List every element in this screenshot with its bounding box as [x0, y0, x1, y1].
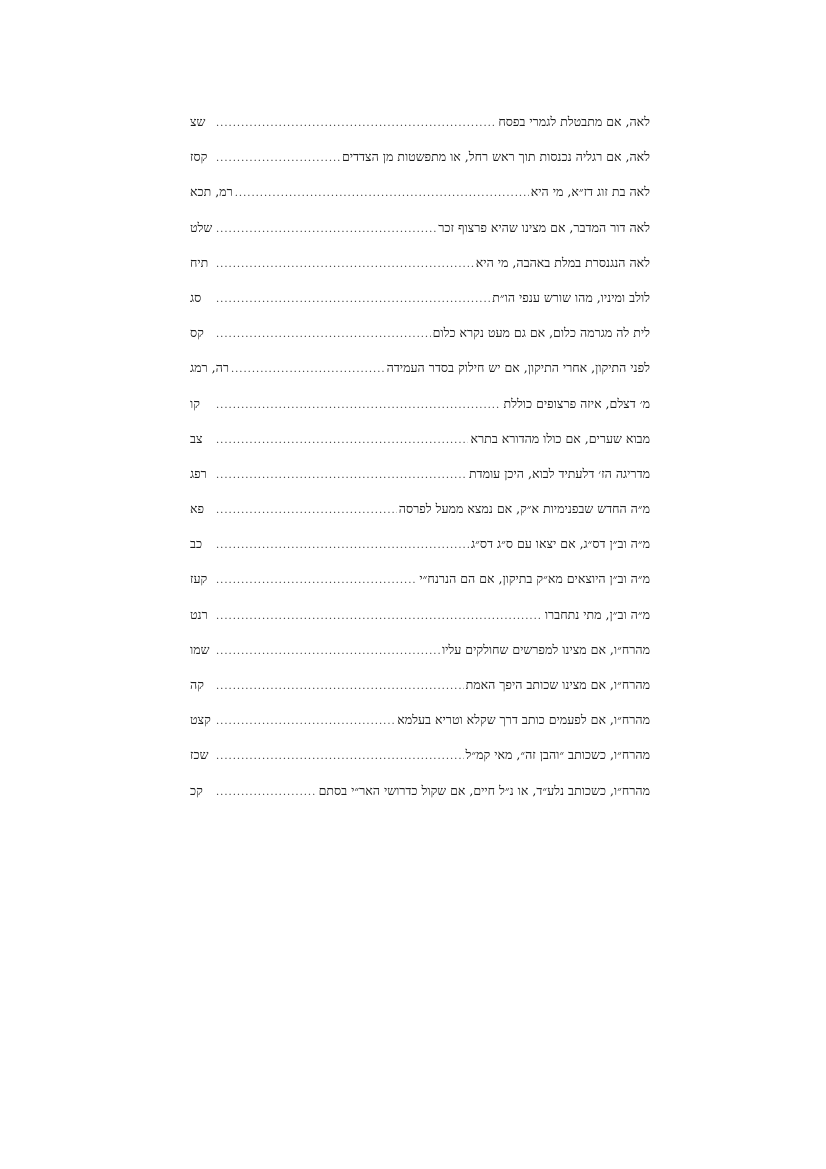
- entry-topic: מ׳ דצלם, איזה פרצופים כוללת: [503, 395, 650, 411]
- dot-leader: [216, 505, 397, 516]
- entry-topic: לאה, אם מתבטלת לגמרי בפסח: [498, 114, 650, 129]
- entry-topic: מבוא שערים, אם כולו מהדורא בתרא: [470, 430, 650, 446]
- index-entry: [190, 360, 650, 395]
- index-entry: [190, 255, 650, 290]
- entry-topic: מהרח״ו, אם מצינו למפרשים שחולקים עליו: [441, 641, 650, 657]
- dot-leader: [216, 153, 340, 164]
- index-entry: [190, 290, 650, 325]
- entry-page-ref: שצ: [190, 114, 206, 129]
- index-entry: [190, 149, 650, 184]
- index-entry: [190, 712, 650, 747]
- entry-page-ref: קצט: [190, 712, 211, 728]
- entry-page-ref: קו: [190, 395, 200, 411]
- dot-leader: [216, 329, 431, 340]
- entry-page-ref: קכ: [190, 782, 203, 798]
- dot-leader: [235, 188, 529, 199]
- dot-leader: [216, 575, 417, 586]
- entry-topic: לית לה מגרמה כלום, אם גם מעט נקרא כלום: [432, 325, 650, 341]
- index-entry: [190, 642, 650, 677]
- entry-page-ref: רה, רמג: [190, 360, 229, 376]
- dot-leader: [216, 294, 490, 305]
- dot-leader: [231, 364, 385, 375]
- entry-page-ref: קסז: [190, 149, 208, 165]
- entry-topic: מדריגה הז׳ דלעתיד לבוא, היכן עומדת: [468, 465, 650, 481]
- index-entry: [190, 677, 650, 712]
- dot-leader: [216, 224, 436, 235]
- dot-leader: [216, 611, 543, 622]
- entry-topic: מ״ה וב״ן היוצאים מא״ק בתיקון, אם הם הנרנח״י: [419, 571, 650, 587]
- index-entry: [190, 431, 650, 466]
- entry-topic: לפני התיקון, אחרי התיקון, אם יש חילוק בסדר העמידה: [386, 360, 650, 376]
- index-entry: [190, 783, 650, 818]
- index-entry: [190, 466, 650, 501]
- entry-topic: מ״ה וב״ן דס״ג, אם יצאו עם ס״ג דס״ג: [471, 536, 650, 552]
- entry-page-ref: קה: [190, 677, 204, 692]
- dot-leader: [216, 259, 474, 270]
- dot-leader: [216, 787, 317, 798]
- entry-page-ref: קס: [190, 325, 204, 341]
- index-entry: [190, 114, 650, 149]
- entry-topic: מהרח״ו, כשכותב ״והבן זה״, מאי קמ״ל: [465, 747, 650, 763]
- index-list: [190, 114, 650, 818]
- dot-leader: [216, 751, 464, 762]
- entry-page-ref: רמ, תכא: [190, 184, 233, 200]
- entry-page-ref: שכז: [190, 747, 209, 763]
- entry-topic: מ״ה וב״ן, מתי נתחברו: [544, 606, 650, 622]
- index-entry: [190, 607, 650, 642]
- entry-topic: מ״ה החדש שבפנימיות א״ק, אם נמצא ממעל לפרסה: [398, 501, 650, 517]
- dot-leader: [216, 540, 469, 551]
- entry-page-ref: צב: [190, 430, 203, 446]
- entry-topic: לאה הנגנסרת במלת באהבה, מי היא: [475, 254, 650, 270]
- entry-page-ref: פא: [190, 501, 205, 517]
- entry-page-ref: סג: [190, 289, 202, 305]
- entry-page-ref: שמו: [190, 641, 210, 657]
- index-entry: [190, 747, 650, 782]
- entry-topic: לאה דור המדבר, אם מצינו שהיא פרצוף זכר: [438, 219, 650, 235]
- index-entry: [190, 501, 650, 536]
- entry-topic: לאה, אם רגליה נכנסות תוך ראש רחל, או מתפשטות מן הצדדים: [341, 149, 650, 165]
- entry-page-ref: קעז: [190, 571, 208, 587]
- entry-topic: מהרח״ו, אם מצינו שכותב היפך האמת: [465, 677, 650, 692]
- dot-leader: [216, 435, 468, 446]
- entry-topic: מהרח״ו, אם לפעמים כותב דרך שקלא וטריא בעלמא: [397, 712, 650, 728]
- index-entry: [190, 536, 650, 571]
- dot-leader: [216, 716, 395, 727]
- index-entry: [190, 396, 650, 431]
- dot-leader: [216, 646, 440, 657]
- index-entry: [190, 220, 650, 255]
- dot-leader: [216, 470, 467, 481]
- entry-page-ref: רפג: [190, 465, 207, 481]
- entry-topic: לולב ומיניו, מהו שורש ענפי הו״ת: [492, 289, 650, 305]
- entry-topic: מהרח״ו, כשכותב נלע״ד, או נ״ל חיים, אם שקול כדרושי האר״י בסתם: [318, 782, 650, 798]
- entry-page-ref: תיח: [190, 254, 209, 270]
- entry-page-ref: רנט: [190, 606, 208, 622]
- index-entry: [190, 571, 650, 606]
- dot-leader: [216, 118, 496, 129]
- index-entry: [190, 325, 650, 360]
- dot-leader: [216, 681, 464, 692]
- index-entry: [190, 184, 650, 219]
- dot-leader: [216, 400, 501, 411]
- entry-page-ref: שלט: [190, 219, 213, 235]
- entry-topic: לאה בת זוג דז״א, מי היא: [530, 184, 650, 200]
- entry-page-ref: כב: [190, 536, 203, 552]
